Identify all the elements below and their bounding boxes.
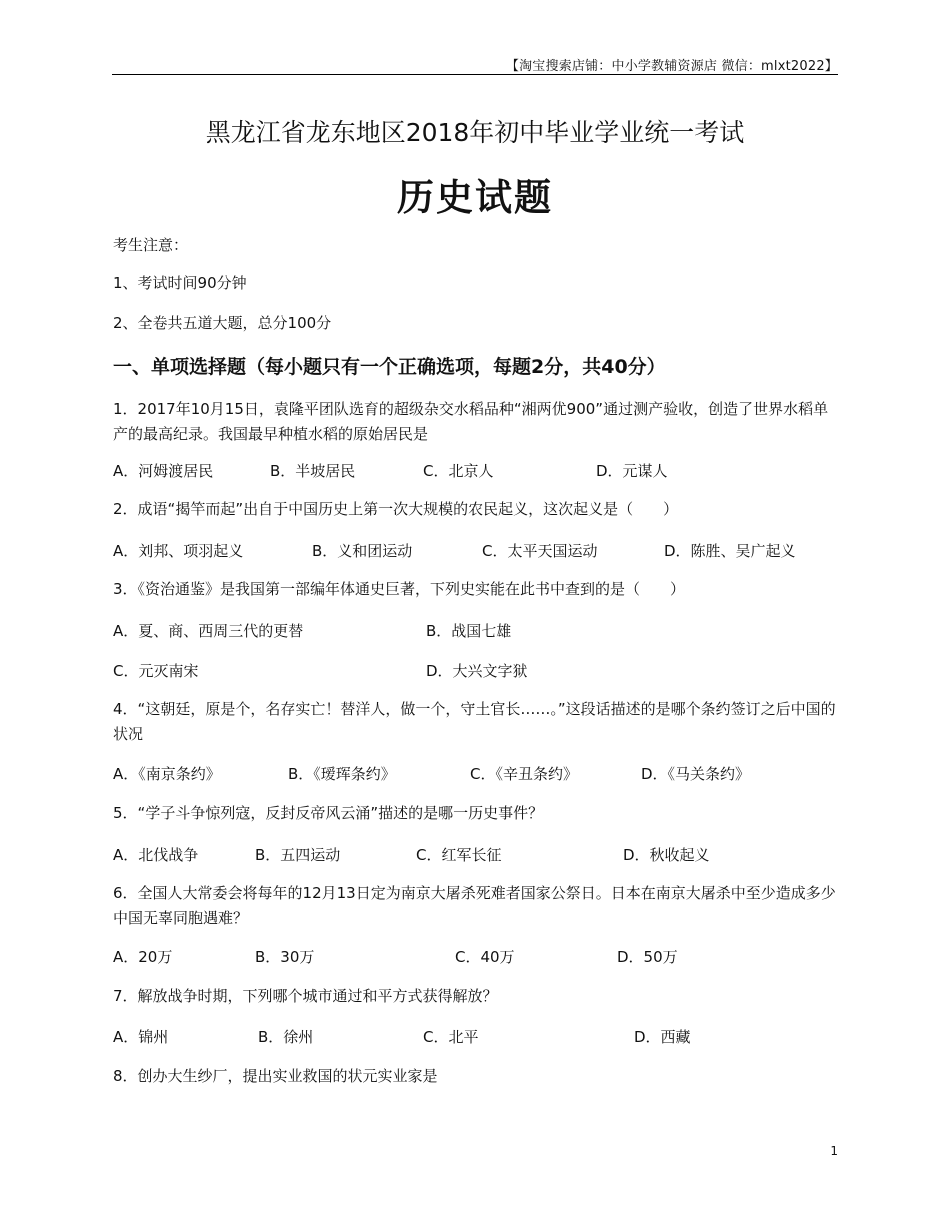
question-3-option-b: B．战国七雄 <box>426 622 512 640</box>
question-1-option-d: D．元谋人 <box>596 462 668 480</box>
question-2-option-d: D．陈胜、吴广起义 <box>664 542 796 560</box>
question-1-option-c: C．北京人 <box>423 462 494 480</box>
question-4: 4．“这朝廷，原是个，名存实亡！替洋人，做一个，守土官长……。”这段话描述的是哪个条约签订之后中国的状况 <box>113 700 836 743</box>
question-6-option-d: D．50万 <box>617 948 678 966</box>
question-6-option-a: A．20万 <box>113 948 173 966</box>
header-rule <box>112 74 838 75</box>
question-3: 3．《资治通鉴》是我国第一部编年体通史巨著，下列史实能在此书中查到的是（ ） <box>113 580 686 598</box>
question-7-option-d: D．西藏 <box>634 1028 691 1046</box>
question-3-option-a: A．夏、商、西周三代的更替 <box>113 622 304 640</box>
question-1: 1．2017年10月15日，袁隆平团队选育的超级杂交水稻品种“湘两优900”通过测产验收，创造了世界水稻单产的最高纪录。我国最早种植水稻的原始居民是 <box>113 400 829 443</box>
subject-title: 历史试题 <box>397 176 553 219</box>
header-note: 【淘宝搜索店铺：中小学教辅资源店 微信：mlxt2022】 <box>505 59 838 74</box>
question-2-option-c: C．太平天国运动 <box>482 542 598 560</box>
question-1-option-b: B．半坡居民 <box>270 462 356 480</box>
question-7-option-b: B．徐州 <box>258 1028 314 1046</box>
question-3-option-d: D．大兴文字狱 <box>426 662 528 680</box>
question-7: 7．解放战争时期，下列哪个城市通过和平方式获得解放？ <box>113 987 498 1005</box>
question-5-option-c: C．红军长征 <box>416 846 502 864</box>
question-5-option-b: B．五四运动 <box>255 846 341 864</box>
notice-heading: 考生注意： <box>113 236 189 254</box>
question-8: 8．创办大生纱厂，提出实业救国的状元实业家是 <box>113 1067 438 1085</box>
question-4-option-a: A．《南京条约》 <box>113 765 221 783</box>
question-4-option-c: C．《辛丑条约》 <box>470 765 578 783</box>
question-2: 2．成语“揭竿而起”出自于中国历史上第一次大规模的农民起义，这次起义是（ ） <box>113 500 679 518</box>
exam-title: 黑龙江省龙东地区2018年初中毕业学业统一考试 <box>205 118 745 147</box>
notice-item: 1、考试时间90分钟 <box>113 274 247 292</box>
question-6: 6．全国人大常委会将每年的12月13日定为南京大屠杀死难者国家公祭日。日本在南京大屠杀中至少造成多少中国无辜同胞遇难？ <box>113 884 836 927</box>
question-6-option-b: B．30万 <box>255 948 315 966</box>
question-5: 5．“学子斗争惊列寇，反封反帝风云涌”描述的是哪一历史事件？ <box>113 804 544 822</box>
question-4-option-b: B．《瑷珲条约》 <box>288 765 396 783</box>
question-5-option-a: A．北伐战争 <box>113 846 199 864</box>
question-1-option-a: A．河姆渡居民 <box>113 462 214 480</box>
question-7-option-c: C．北平 <box>423 1028 479 1046</box>
question-6-option-c: C．40万 <box>455 948 515 966</box>
question-2-option-b: B．义和团运动 <box>312 542 413 560</box>
question-7-option-a: A．锦州 <box>113 1028 169 1046</box>
section-title: 一、单项选择题（每小题只有一个正确选项，每题2分，共40分） <box>113 356 666 378</box>
question-2-option-a: A．刘邦、项羽起义 <box>113 542 244 560</box>
question-5-option-d: D．秋收起义 <box>623 846 710 864</box>
notice-item: 2、全卷共五道大题，总分100分 <box>113 314 332 332</box>
question-4-option-d: D．《马关条约》 <box>641 765 751 783</box>
question-3-option-c: C．元灭南宋 <box>113 662 199 680</box>
page-number: 1 <box>830 1144 838 1158</box>
